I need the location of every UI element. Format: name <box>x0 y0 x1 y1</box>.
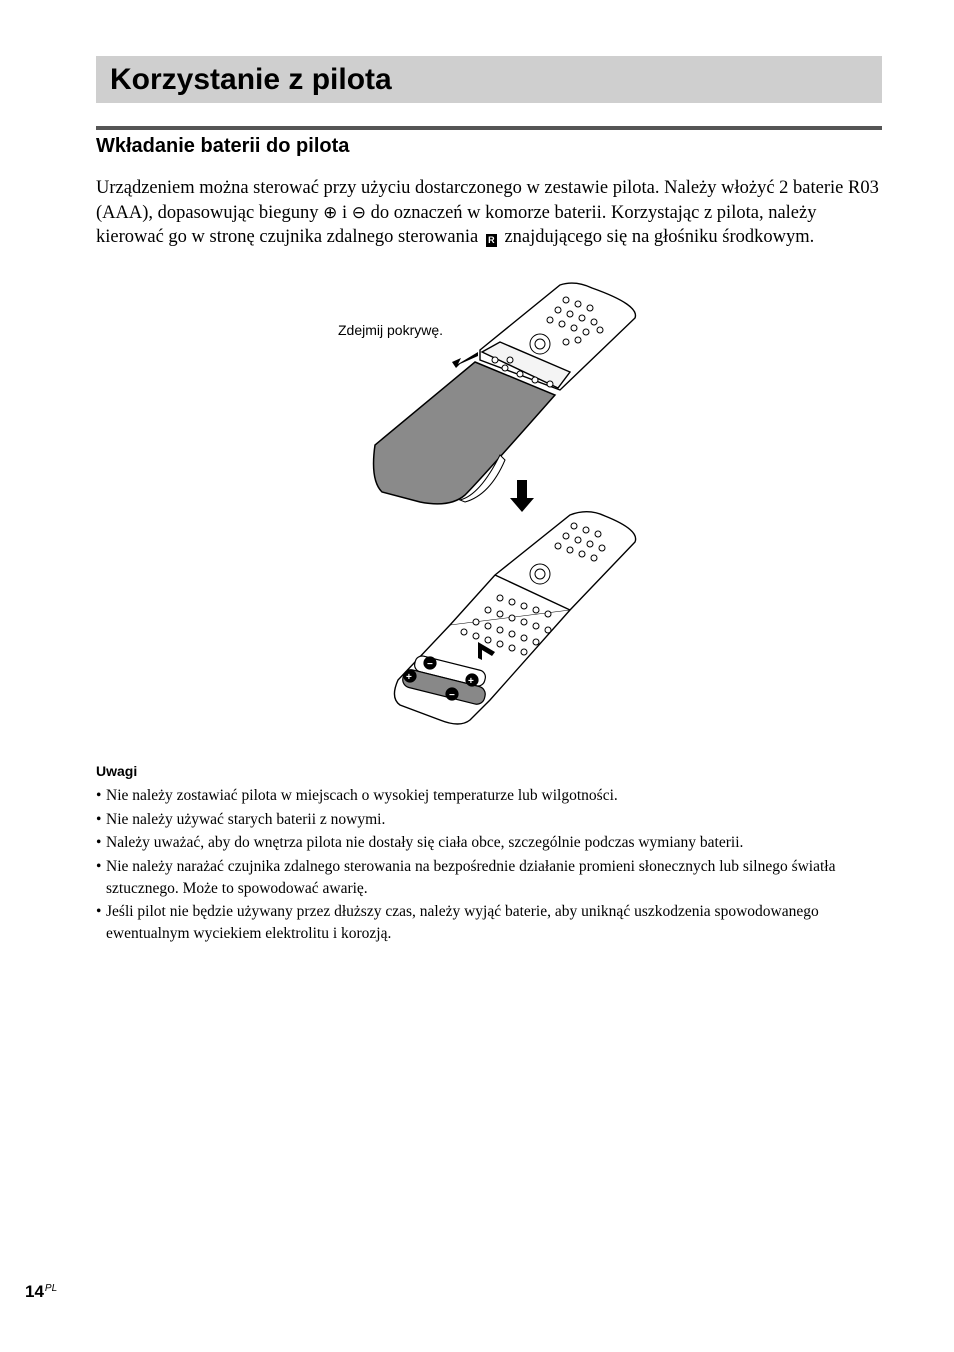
note-text: Nie należy zostawiać pilota w miejscach o wysokiej temperaturze lub wilgotności. <box>106 787 618 804</box>
note-text: Należy uważać, aby do wnętrza pilota nie dostały się ciała obce, szczególnie podczas wymiany baterii. <box>106 834 744 851</box>
intro-text-2: i <box>337 202 352 223</box>
bullet-icon: • <box>96 810 102 828</box>
remote-sensor-icon: R <box>486 234 497 247</box>
note-text: Jeśli pilot nie będzie używany przez dłuższy czas, należy wyjąć baterie, aby uniknąć uszkodzenia spowodowanego ewentualnym wyciekiem elektrolitu i korozją. <box>106 903 819 942</box>
note-text: Nie należy narażać czujnika zdalnego sterowania na bezpośrednie działanie promieni słonecznych lub silnego światła sztucznego. Może to spowodować awarię. <box>106 857 836 897</box>
list-item <box>96 832 886 854</box>
intro-text-1: Urządzeniem można sterować przy użyciu dostarczonego w zestawie pilota. Należy włożyć 2 baterie R03 (AAA), dopasowując bieguny <box>96 178 879 223</box>
page-number <box>25 1282 57 1302</box>
section-divider <box>96 126 882 130</box>
page-title-bar <box>96 56 882 103</box>
list-item <box>96 809 886 831</box>
intro-paragraph <box>96 176 886 250</box>
page-number-value: 14 <box>25 1282 44 1301</box>
notes-heading: Uwagi <box>96 763 138 779</box>
svg-text:−: − <box>427 659 433 670</box>
list-item <box>96 856 886 900</box>
list-item <box>96 785 886 807</box>
battery-cover <box>374 362 555 504</box>
plus-pole-icon: ⊕ <box>323 202 338 222</box>
bullet-icon: • <box>96 787 102 804</box>
intro-text-3: do oznaczeń w komorze baterii. Korzystając z pilota, należy kierować go w stronę czujnika zdalnego sterowania <box>96 202 817 247</box>
page-number-suffix: PL <box>44 1283 58 1294</box>
down-arrow-icon <box>510 480 534 512</box>
bullet-icon: • <box>96 834 102 851</box>
figure-caption: Zdejmij pokrywę. <box>338 322 444 338</box>
remote-battery-illustration <box>330 280 650 740</box>
note-text: Nie należy używać starych baterii z nowymi. <box>106 810 386 828</box>
bullet-icon: • <box>96 857 102 875</box>
section-heading: Wkładanie baterii do pilota <box>96 135 350 157</box>
bullet-icon: • <box>96 903 102 920</box>
minus-pole-icon: ⊖ <box>351 202 366 222</box>
list-item <box>96 901 886 945</box>
svg-text:+: + <box>468 676 474 687</box>
intro-text-4: znajdującego się na głośniku środkowym. <box>499 227 815 247</box>
svg-text:+: + <box>406 672 412 683</box>
page-title: Korzystanie z pilota <box>110 63 392 96</box>
notes-list <box>96 785 886 947</box>
svg-text:−: − <box>449 690 455 701</box>
